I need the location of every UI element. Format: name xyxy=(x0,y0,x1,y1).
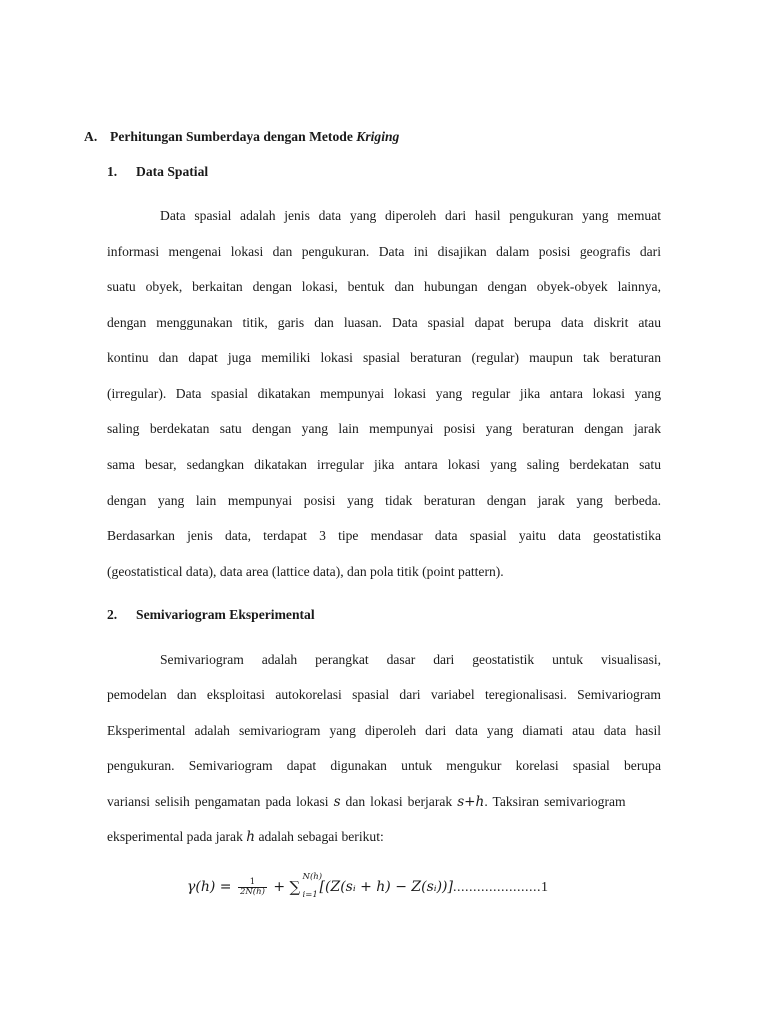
semivariogram-formula xyxy=(187,874,548,904)
section-title-italic: Kriging xyxy=(356,129,400,144)
para2-text: eksperimental pada jarak xyxy=(107,829,247,844)
sum-upper-limit: N(h) xyxy=(302,872,323,882)
section-heading xyxy=(84,129,399,145)
subsection-1-heading xyxy=(107,164,208,180)
para2-line: Eksperimental adalah semivariogram yang diperoleh dari data yang diamati atau data hasil xyxy=(107,723,661,738)
subsection-1-number: 1. xyxy=(107,164,118,179)
formula-fraction xyxy=(238,878,267,897)
formula-leader-dots: ...................... xyxy=(452,880,541,895)
var-h: h xyxy=(246,829,256,845)
para1-line: sama besar, sedangkan dikatakan irregular jika antara lokasi yang saling berdekatan satu xyxy=(107,457,661,472)
para2-line xyxy=(107,793,661,811)
formula-body: [(Z(sᵢ + h) − Z(sᵢ))] xyxy=(319,879,453,895)
sum-lower-limit: i=1 xyxy=(302,890,318,900)
section-title: Perhitungan Sumberdaya dengan Metode xyxy=(110,129,353,144)
para1-line: saling berdekatan satu dengan yang lain mempunyai posisi yang beraturan dengan jarak xyxy=(107,421,661,436)
para1-line: kontinu dan dapat juga memiliki lokasi spasial beraturan (regular) maupun tak beraturan xyxy=(107,350,661,365)
subsection-2-title: Semivariogram Eksperimental xyxy=(136,607,315,622)
para1-line: informasi mengenai lokasi dan pengukuran. Data ini disajikan dalam posisi geografis dari xyxy=(107,244,661,259)
section-letter: A. xyxy=(84,129,98,144)
sigma-symbol: ∑ xyxy=(289,878,301,896)
para2-line: pengukuran. Semivariogram dapat digunakan untuk mengukur korelasi spasial berupa xyxy=(107,758,661,773)
fraction-denominator: 2N(h) xyxy=(239,886,265,897)
para1-line: Berdasarkan jenis data, terdapat 3 tipe mendasar data spasial yaitu data geostatistika xyxy=(107,528,661,543)
para2-line xyxy=(107,828,661,846)
var-s-plus-h: s+h xyxy=(457,794,485,810)
formula-lhs: γ(h) = xyxy=(187,879,236,895)
para2-text: . Taksiran semivariogram xyxy=(484,794,626,809)
para2-line: pemodelan dan eksploitasi autokorelasi spasial dari variabel teregionalisasi. Semivariogram xyxy=(107,687,661,702)
para2-text: variansi selisih pengamatan pada lokasi xyxy=(107,794,334,809)
equation-number: 1 xyxy=(540,880,548,895)
para2-text: adalah sebagai berikut: xyxy=(255,829,384,844)
summation xyxy=(289,872,323,900)
para1-line: (geostatistical data), data area (lattice data), dan pola titik (point pattern). xyxy=(107,564,504,579)
formula-plus: + xyxy=(273,879,290,895)
para1-line: suatu obyek, berkaitan dengan lokasi, bentuk dan hubungan dengan obyek-obyek lainnya, xyxy=(107,279,661,294)
subsection-2-number: 2. xyxy=(107,607,118,622)
para1-line: dengan yang lain mempunyai posisi yang tidak beraturan dengan jarak yang berbeda. xyxy=(107,493,661,508)
para2-text: dan lokasi berjarak xyxy=(340,794,458,809)
para1-line: Data spasial adalah jenis data yang diperoleh dari hasil pengukuran yang memuat xyxy=(160,208,661,223)
fraction-numerator: 1 xyxy=(238,878,267,888)
subsection-1-title: Data Spatial xyxy=(136,164,209,179)
para1-line: dengan menggunakan titik, garis dan luasan. Data spasial dapat berupa data diskrit atau xyxy=(107,315,661,330)
subsection-2-heading xyxy=(107,607,315,623)
para2-line: Semivariogram adalah perangkat dasar dari geostatistik untuk visualisasi, xyxy=(160,652,661,667)
para1-line: (irregular). Data spasial dikatakan mempunyai lokasi yang regular jika antara lokasi yang xyxy=(107,386,661,401)
var-s: s xyxy=(333,794,341,810)
